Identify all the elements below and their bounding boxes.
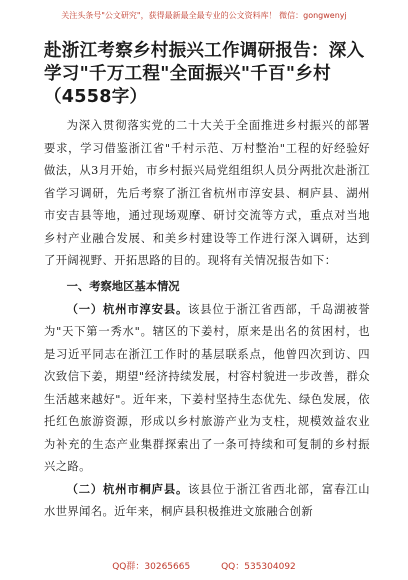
footer-qq-group: QQ群：30265665 [112, 562, 191, 572]
subsection-label: （一）杭州市淳安县。 [66, 302, 189, 316]
footer-qq: QQ：535304092 [221, 562, 296, 572]
subsection-text: 该县位于浙江省西北部，富春江山水世界闻名。近年来，桐庐县积极推进文旅融合创新 [44, 482, 370, 518]
top-banner: 关注头条号"公文研究"，获得最新最全最专业的公文资料库！ 微信：gongwenyj [61, 11, 347, 20]
subsection-text: 该县位于浙江省西部，千岛湖被誉为"天下第一秀水"。辖区的下姜村，原来是出名的贫困村，也是习近平同志在浙江工作时的基层联系点，他曾四次到访、四次致信下姜，期望"经济持续发展，村容村貌进一步改善，群众生活越来越好"。近年来，下姜村坚持生态优先、绿色发展，依托红色旅游资源，形成以乡村旅游产业为支柱，规模效益农业为补充的生态产业集群探索出了一条可持续和可复制的乡村振兴之路。 [44, 302, 370, 473]
intro-paragraph: 为深入贯彻落实党的二十大关于全面推进乡村振兴的部署要求，学习借鉴浙江省"千村示范、万村整治"工程的好经验好做法，从3月开始，市乡村振兴局党组组织人员分两批次赴浙江省学习调研，先后考察了浙江省杭州市淳安县、桐庐县、湖州市安吉县等地，通过现场观摩、研讨交流等方式，重点对当地乡村产业融合发展、和美乡村建设等工作进行深入调研，达到了开阔视野、开拓思路的目的。现将有关情况报告如下： [44, 119, 370, 267]
section-heading: 一、考察地区基本情况 [66, 279, 180, 293]
subsection-tonglu [44, 479, 370, 524]
subsection-chunan [44, 299, 370, 479]
footer-contact [0, 559, 408, 572]
document-body [44, 40, 370, 524]
document-title: 赴浙江考察乡村振兴工作调研报告：深入学习"千万工程"全面振兴"千百"乡村（4558字） [44, 41, 365, 107]
subsection-label: （二）杭州市桐庐县。 [66, 482, 189, 496]
